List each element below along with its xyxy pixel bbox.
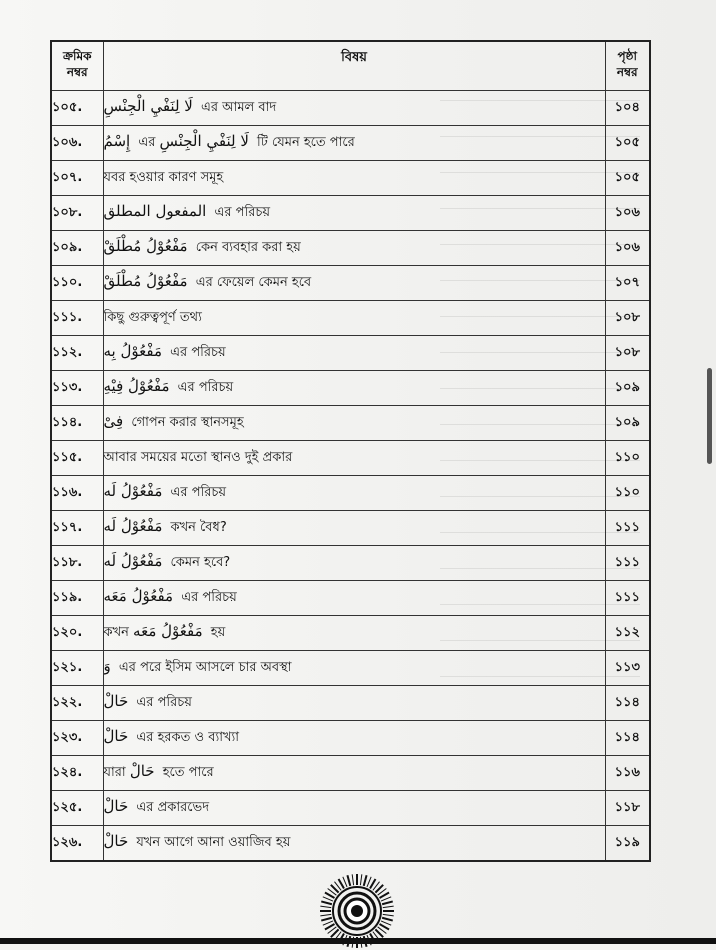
table-row — [51, 651, 650, 686]
topic-cell — [103, 196, 605, 231]
page-number: ১০৫ — [605, 126, 650, 161]
page-number: ১০৬ — [605, 196, 650, 231]
arabic-term: مَفْعُوْلُ مُطْلَقْ — [103, 272, 188, 290]
serial-number: ১১৪. — [51, 406, 103, 441]
page-header-line2: নম্বর — [616, 65, 638, 79]
topic-cell — [103, 546, 605, 581]
topic-header — [103, 41, 605, 91]
arabic-term: مَفْعُوْلُ لَه — [103, 552, 163, 570]
topic-text: এর পরিচয় — [181, 590, 237, 605]
page-number: ১০৯ — [605, 371, 650, 406]
table-row — [51, 126, 650, 161]
arabic-term: إِسْمُ — [103, 132, 131, 150]
topic-cell — [103, 161, 605, 196]
topic-cell — [103, 686, 605, 721]
topic-text: আবার সময়ের মতো স্থানও দুই প্রকার — [103, 449, 293, 465]
serial-number: ১১৩. — [51, 371, 103, 406]
topic-text: যখন আগে আনা ওয়াজিব হয় — [136, 835, 291, 850]
serial-number: ১২২. — [51, 686, 103, 721]
serial-header-line1: ক্রমিক — [62, 49, 92, 63]
topic-text: যারা — [103, 765, 126, 780]
arabic-term: وَ — [103, 657, 111, 675]
arabic-term: مَفْعُوْلُ بِه — [103, 342, 162, 360]
page-number: ১১৬ — [605, 756, 650, 791]
topic-text: এর আমল বাদ — [201, 100, 277, 115]
serial-number: ১১৭. — [51, 511, 103, 546]
page-number: ১১৪ — [605, 686, 650, 721]
topic-cell — [103, 616, 605, 651]
arabic-term: مَفْعُوْلُ لَه — [103, 482, 163, 500]
table-row — [51, 196, 650, 231]
arabic-term: مَفْعُوْلُ فِيْهِ — [103, 377, 170, 395]
arabic-term: المفعول المطلق — [103, 202, 207, 220]
table-row — [51, 161, 650, 196]
scroll-marker — [707, 368, 712, 464]
topic-cell — [103, 756, 605, 791]
topic-text: এর হরকত ও ব্যাখ্যা — [136, 730, 240, 745]
topic-cell — [103, 91, 605, 126]
topic-text: এর পরে ইসিম আসলে চার অবস্থা — [118, 660, 292, 675]
page-header — [605, 41, 650, 91]
page-number: ১০৬ — [605, 231, 650, 266]
serial-number: ১১৫. — [51, 441, 103, 476]
topic-text: কখন — [103, 625, 129, 640]
arabic-term: حَالْ — [103, 797, 129, 815]
page-number: ১১১ — [605, 511, 650, 546]
table-row — [51, 406, 650, 441]
table-row — [51, 91, 650, 126]
table-row — [51, 231, 650, 266]
contents-table — [50, 40, 651, 862]
table-row — [51, 266, 650, 301]
table-row — [51, 791, 650, 826]
topic-cell — [103, 511, 605, 546]
arabic-term: مَفْعُوْلُ مَعَه — [103, 587, 174, 605]
serial-number: ১২৩. — [51, 721, 103, 756]
topic-cell — [103, 336, 605, 371]
serial-number: ১০৭. — [51, 161, 103, 196]
arabic-term: مَفْعُوْلُ مُطْلَقْ — [103, 237, 188, 255]
topic-text: এর প্রকারভেদ — [136, 800, 210, 815]
topic-text: গোপন করার স্থানসমূহ — [131, 415, 244, 430]
page-number: ১১৪ — [605, 721, 650, 756]
serial-number: ১০৫. — [51, 91, 103, 126]
page-number: ১০৪ — [605, 91, 650, 126]
topic-cell — [103, 826, 605, 862]
serial-number: ১১৬. — [51, 476, 103, 511]
serial-number: ১২৪. — [51, 756, 103, 791]
arabic-term: لَا لِنَفْيِ الْجِنْسِ — [159, 132, 249, 150]
topic-header-label: বিষয় — [341, 50, 367, 65]
topic-text: কখন বৈধ? — [170, 520, 227, 535]
page-number: ১০৯ — [605, 406, 650, 441]
arabic-term: لَا لِنَفْيِ الْجِنْسِ — [103, 97, 193, 115]
page-number: ১১২ — [605, 616, 650, 651]
topic-text: টি যেমন হতে পারে — [257, 135, 355, 150]
serial-header-line2: নম্বর — [66, 65, 88, 79]
serial-number: ১০৬. — [51, 126, 103, 161]
topic-text: কেমন হবে? — [170, 555, 231, 570]
page-number: ১১১ — [605, 546, 650, 581]
table-header-row — [51, 41, 650, 91]
serial-number: ১০৮. — [51, 196, 103, 231]
topic-cell — [103, 126, 605, 161]
serial-number: ১২০. — [51, 616, 103, 651]
page-number: ১১৯ — [605, 826, 650, 862]
serial-number: ১০৯. — [51, 231, 103, 266]
topic-cell — [103, 441, 605, 476]
table-row — [51, 476, 650, 511]
page-number: ১০৭ — [605, 266, 650, 301]
table-row — [51, 616, 650, 651]
arabic-term: حَالْ — [103, 832, 129, 850]
table-row — [51, 371, 650, 406]
topic-cell — [103, 476, 605, 511]
page-number: ১০৮ — [605, 336, 650, 371]
topic-cell — [103, 651, 605, 686]
arabic-term: فِىْ — [103, 412, 124, 430]
topic-text: এর পরিচয় — [170, 485, 227, 500]
topic-text: যবর হওয়ার কারণ সমূহ — [103, 169, 224, 185]
serial-header — [51, 41, 103, 91]
page-number: ১১১ — [605, 581, 650, 616]
table-row — [51, 301, 650, 336]
table-row — [51, 721, 650, 756]
topic-cell — [103, 231, 605, 266]
serial-number: ১২৫. — [51, 791, 103, 826]
topic-text: কেন ব্যবহার করা হয় — [195, 240, 301, 255]
page-number: ১১৩ — [605, 651, 650, 686]
page-header-line1: পৃষ্ঠা — [617, 49, 637, 63]
arabic-term: حَالْ — [103, 727, 129, 745]
table-row — [51, 546, 650, 581]
table-row — [51, 511, 650, 546]
topic-cell — [103, 581, 605, 616]
serial-number: ১২৬. — [51, 826, 103, 862]
topic-cell — [103, 301, 605, 336]
arabic-term: مَفْعُوْلُ مَعَه — [133, 622, 203, 640]
topic-text: এর পরিচয় — [170, 345, 226, 360]
topic-cell — [103, 791, 605, 826]
page-number: ১০৮ — [605, 301, 650, 336]
topic-text: এর — [138, 135, 156, 150]
contents-body — [51, 91, 650, 862]
table-row — [51, 336, 650, 371]
topic-text: এর পরিচয় — [214, 205, 271, 220]
table-row — [51, 756, 650, 791]
topic-text: এর ফেয়েল কেমন হবে — [195, 275, 312, 290]
serial-number: ১১২. — [51, 336, 103, 371]
bottom-edge — [0, 938, 716, 944]
table-row — [51, 441, 650, 476]
page-number: ১১০ — [605, 476, 650, 511]
serial-number: ১১১. — [51, 301, 103, 336]
topic-text: এর পরিচয় — [177, 380, 234, 395]
table-row — [51, 581, 650, 616]
topic-text: এর পরিচয় — [136, 695, 192, 710]
serial-number: ১১৯. — [51, 581, 103, 616]
topic-text: হয় — [210, 625, 226, 640]
table-row — [51, 826, 650, 862]
serial-number: ১২১. — [51, 651, 103, 686]
page-number: ১১৮ — [605, 791, 650, 826]
arabic-term: حَالْ — [103, 692, 129, 710]
arabic-term: حَالْ — [129, 762, 155, 780]
topic-cell — [103, 406, 605, 441]
table-row — [51, 686, 650, 721]
topic-cell — [103, 266, 605, 301]
topic-cell — [103, 371, 605, 406]
page-number: ১১০ — [605, 441, 650, 476]
page-number: ১০৫ — [605, 161, 650, 196]
serial-number: ১১৮. — [51, 546, 103, 581]
topic-text: হতে পারে — [162, 765, 214, 780]
arabic-term: مَفْعُوْلُ لَه — [103, 517, 163, 535]
topic-cell — [103, 721, 605, 756]
serial-number: ১১০. — [51, 266, 103, 301]
topic-text: কিছু গুরুত্বপূর্ণ তথ্য — [103, 309, 202, 325]
